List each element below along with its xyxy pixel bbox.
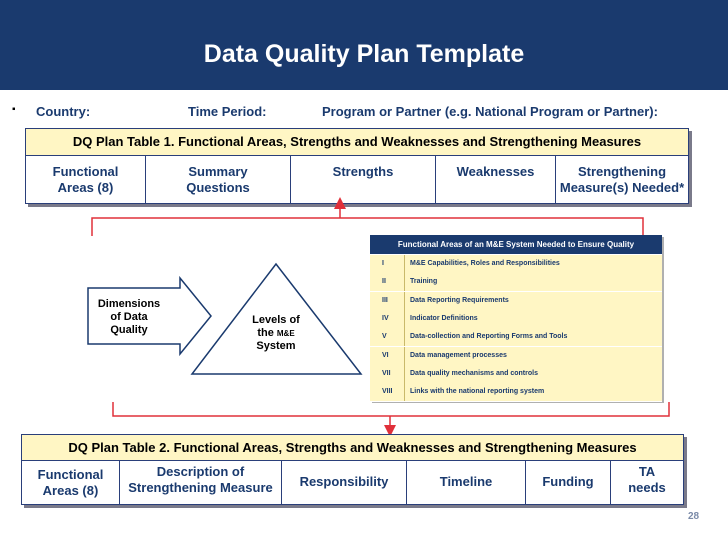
levels-of-me-system-label (238, 314, 314, 353)
functional-area-number: VI (382, 351, 389, 359)
functional-area-row (370, 347, 662, 366)
functional-area-row (370, 328, 662, 347)
functional-area-row (370, 383, 662, 402)
dq-plan-table-2 (21, 434, 684, 505)
col-line: Timeline (439, 474, 493, 489)
col-line: Funding (542, 474, 594, 489)
col-line: Responsibility (299, 474, 389, 489)
col-line: Questions (186, 180, 250, 195)
col-line: Weaknesses (456, 164, 535, 179)
col-line: Summary (188, 164, 248, 179)
functional-area-number: VIII (382, 388, 393, 396)
dim-line: Quality (110, 324, 148, 336)
col-line: needs (628, 480, 666, 495)
upper-bracket-line (92, 218, 643, 236)
table-2-col-description (120, 461, 282, 504)
lvl-word: M&E (276, 329, 295, 338)
functional-area-text: Data-collection and Reporting Forms and Tools (404, 328, 567, 346)
functional-area-text: Indicator Definitions (404, 310, 478, 328)
functional-area-number: VII (382, 369, 391, 377)
table-2-title: DQ Plan Table 2. Functional Areas, Strengths and Weaknesses and Strengthening Measures (22, 435, 683, 461)
functional-area-text: Training (404, 273, 437, 291)
col-line: Functional (52, 164, 119, 179)
lvl-line: Levels of (252, 314, 300, 326)
col-line: Strengthening (577, 164, 667, 179)
lvl-word: the (257, 327, 274, 339)
country-label: Country: (36, 104, 91, 119)
table-1-title: DQ Plan Table 1. Functional Areas, Strengths and Weaknesses and Strengthening Measures (26, 129, 688, 156)
functional-areas-header: Functional Areas of an M&E System Needed to Ensure Quality (370, 235, 662, 254)
table-2-col-responsibility (282, 461, 407, 504)
functional-area-text: Data Reporting Requirements (404, 292, 509, 310)
functional-area-text: M&E Capabilities, Roles and Responsibilities (404, 255, 560, 273)
functional-area-number: IV (382, 314, 389, 322)
time-period-label: Time Period: (188, 104, 267, 119)
functional-area-row (370, 365, 662, 384)
table-2-col-functional-areas (22, 461, 120, 504)
table-2-col-funding (526, 461, 611, 504)
lvl-line: System (256, 340, 296, 352)
col-line: Functional (37, 467, 104, 482)
table-2-header-row (22, 461, 683, 504)
functional-area-text: Links with the national reporting system (404, 383, 544, 401)
functional-area-row (370, 273, 662, 292)
functional-area-text: Data quality mechanisms and controls (404, 365, 538, 383)
program-label: Program or Partner (e.g. National Program or Partner): (322, 104, 658, 119)
functional-area-number: II (382, 278, 386, 286)
col-line: TA (638, 464, 656, 479)
functional-area-number: III (382, 296, 388, 304)
page-number: 28 (688, 511, 700, 522)
functional-area-row (370, 292, 662, 311)
functional-area-text: Data management processes (404, 347, 507, 365)
col-line: Measure(s) Needed* (559, 180, 685, 195)
slide-title: Data Quality Plan Template (203, 40, 525, 68)
functional-areas-panel (370, 235, 662, 401)
dimensions-of-data-quality-label (88, 298, 170, 337)
col-line: Strengthening Measure (128, 480, 273, 495)
col-line: Areas (8) (42, 483, 99, 498)
table-2-col-ta-needs (611, 461, 683, 504)
functional-area-number: V (382, 333, 387, 341)
lvl-line (238, 327, 314, 340)
col-line: Areas (8) (57, 180, 114, 195)
lower-bracket-line (113, 402, 669, 416)
dim-line: of Data (110, 311, 148, 323)
table-2-col-timeline (407, 461, 526, 504)
bullet-marker: ▪ (12, 104, 16, 115)
functional-area-number: I (382, 260, 384, 267)
col-line: Strengths (332, 164, 394, 179)
functional-area-row (370, 255, 662, 274)
col-line: Description of (156, 464, 245, 479)
dim-line: Dimensions (97, 298, 161, 310)
functional-area-row (370, 310, 662, 329)
